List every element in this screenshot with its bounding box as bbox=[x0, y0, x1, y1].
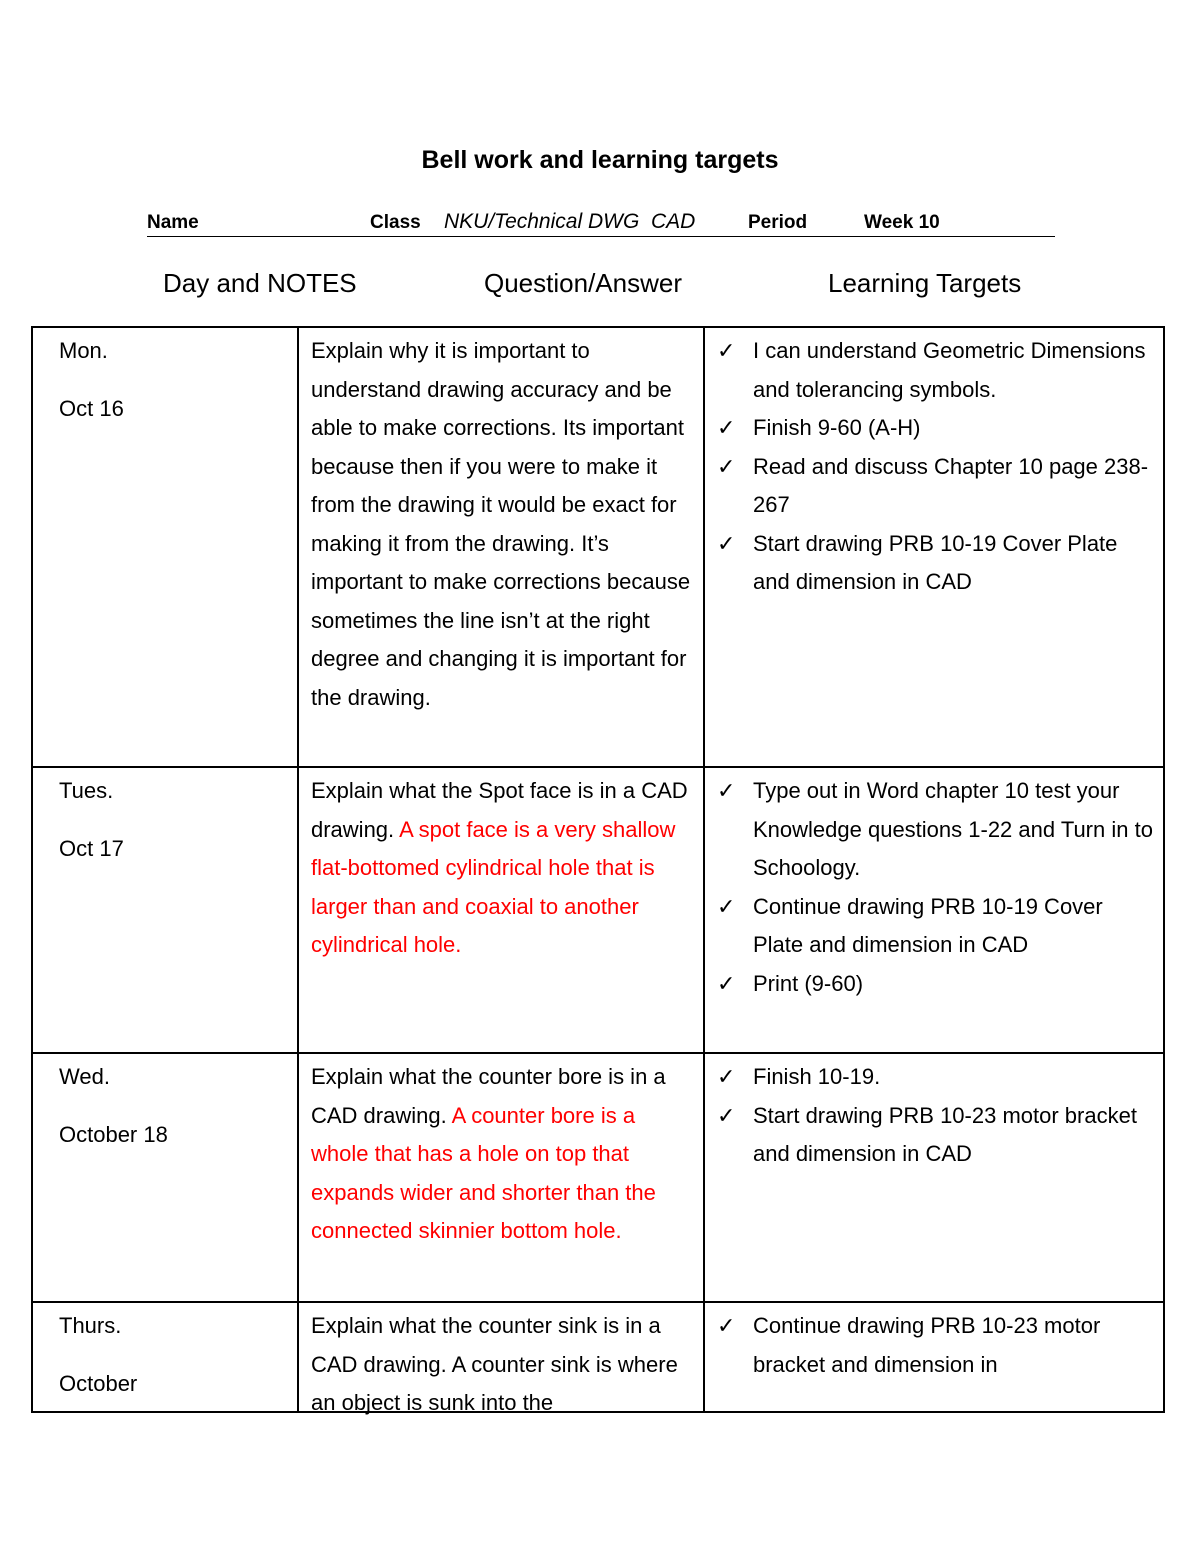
date-label: Oct 16 bbox=[59, 395, 124, 421]
date-label: October bbox=[59, 1370, 138, 1396]
checkmark-icon: ✓ bbox=[717, 893, 736, 919]
checkmark-icon: ✓ bbox=[717, 415, 736, 440]
target-item: ✓ I can understand Geometric Dimensions and tolerancing symbols. bbox=[753, 332, 1157, 409]
checkmark-icon: ✓ bbox=[717, 778, 736, 803]
question-cell bbox=[298, 767, 704, 1053]
checkmark-icon: ✓ bbox=[717, 1102, 736, 1128]
target-item: ✓ Start drawing PRB 10-23 motor bracket and dimension in CAD bbox=[753, 1097, 1157, 1174]
column-heading-day: Day and NOTES bbox=[163, 268, 357, 298]
targets-cell bbox=[704, 1053, 1164, 1302]
table-row bbox=[32, 1302, 1164, 1412]
day-label: Wed. bbox=[59, 1064, 110, 1089]
checkmark-icon: ✓ bbox=[717, 453, 736, 479]
day-label: Tues. bbox=[59, 778, 114, 803]
question-text: Explain what the counter bore is in a CAD drawing. bbox=[311, 1064, 666, 1128]
question-cell bbox=[298, 1053, 704, 1302]
column-heading-targets: Learning Targets bbox=[828, 268, 1022, 298]
day-cell bbox=[32, 327, 298, 767]
day-cell bbox=[32, 1302, 298, 1412]
targets-cell bbox=[704, 767, 1164, 1053]
day-cell bbox=[32, 767, 298, 1053]
table-row bbox=[32, 1053, 1164, 1302]
class-value: NKU/Technical DWG CAD bbox=[444, 210, 696, 233]
target-item: ✓ Start drawing PRB 10-19 Cover Plate and dimension in CAD bbox=[753, 525, 1157, 602]
target-item: ✓ Finish 10-19. bbox=[753, 1058, 1157, 1097]
day-label: Mon. bbox=[59, 338, 108, 363]
class-label: Class bbox=[370, 212, 421, 233]
checkmark-icon: ✓ bbox=[717, 338, 736, 363]
table-row bbox=[32, 327, 1164, 767]
week-label: Week 10 bbox=[864, 212, 940, 233]
date-label: Oct 17 bbox=[59, 835, 124, 861]
header-info-line bbox=[147, 210, 1055, 237]
checkmark-icon: ✓ bbox=[717, 1064, 736, 1089]
table-row bbox=[32, 767, 1164, 1053]
column-heading-question: Question/Answer bbox=[484, 268, 682, 298]
question-text: Explain what the Spot face is in a CAD drawing. bbox=[311, 778, 688, 842]
target-item: ✓ Type out in Word chapter 10 test your Knowledge questions 1-22 and Turn in to Schoology. bbox=[753, 772, 1157, 888]
target-item: ✓ Continue drawing PRB 10-23 motor bracket and dimension in bbox=[753, 1307, 1157, 1384]
answer-text: A counter sink is where an object is sunk into the bbox=[311, 1351, 678, 1415]
checkmark-icon: ✓ bbox=[717, 1313, 736, 1338]
document-title: Bell work and learning targets bbox=[421, 146, 779, 174]
target-item: ✓ Print (9-60) bbox=[753, 965, 1157, 1004]
day-label: Thurs. bbox=[59, 1313, 122, 1338]
answer-text: A counter bore is a whole that has a hole on top that expands wider and shorter than the connected skinnier bottom hole. bbox=[311, 1102, 656, 1243]
checkmark-icon: ✓ bbox=[717, 970, 736, 996]
checkmark-icon: ✓ bbox=[717, 530, 736, 556]
answer-text: Its important because then if you were to make it from the drawing it would be exact for making it from the drawing. It’s important to make corrections because sometimes the line isn’t at the right degree and changing it is important for the drawing. bbox=[311, 415, 691, 710]
target-item: ✓ Read and discuss Chapter 10 page 238-267 bbox=[753, 448, 1157, 525]
question-text: Explain why it is important to understand drawing accuracy and be able to make corrections. bbox=[311, 338, 672, 440]
date-label: October 18 bbox=[59, 1121, 168, 1147]
planner-table bbox=[31, 326, 1165, 1413]
name-label: Name bbox=[147, 212, 199, 233]
question-text: Explain what the counter sink is in a CAD drawing. bbox=[311, 1313, 661, 1377]
period-label: Period bbox=[748, 212, 808, 233]
target-item: ✓ Finish 9-60 (A-H) bbox=[753, 409, 1157, 448]
target-item: ✓ Continue drawing PRB 10-19 Cover Plate and dimension in CAD bbox=[753, 888, 1157, 965]
question-cell bbox=[298, 1302, 704, 1415]
answer-text: A spot face is a very shallow flat-bottomed cylindrical hole that is larger than and coaxial to another cylindrical hole. bbox=[311, 816, 676, 957]
day-cell bbox=[32, 1053, 298, 1302]
targets-cell bbox=[704, 1302, 1164, 1412]
question-cell bbox=[298, 327, 704, 767]
targets-cell bbox=[704, 327, 1164, 767]
